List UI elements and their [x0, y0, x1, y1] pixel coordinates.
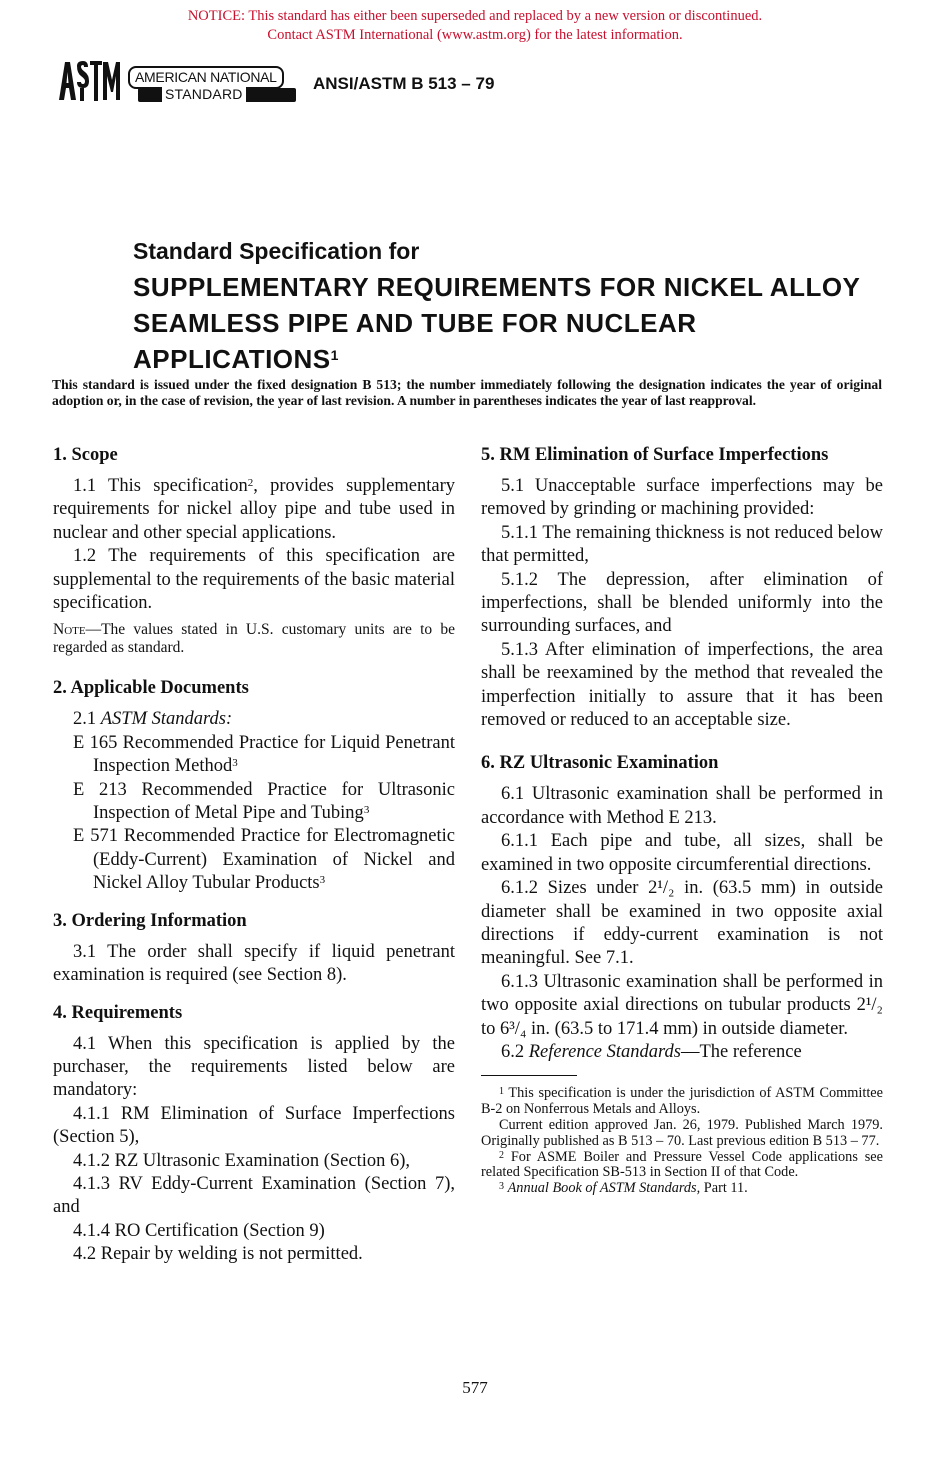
paragraph-5-1: 5.1 Unacceptable surface imperfections may be removed by grinding or machining provided:: [481, 476, 883, 520]
paragraph-6-2-num: 6.2: [501, 1041, 525, 1062]
footnote-divider: [481, 1075, 577, 1076]
section-heading-requirements: 4. Requirements: [53, 1002, 183, 1023]
reference-e571: [53, 825, 455, 895]
badge-bottom-label: STANDARD: [162, 85, 246, 104]
paragraph-6-2-text: —The reference: [681, 1041, 802, 1062]
standard-designation: ANSI/ASTM B 513 – 79: [313, 74, 495, 93]
notice-line-2: Contact ASTM International (www.astm.org) for the latest information.: [267, 27, 683, 43]
badge-top-label: AMERICAN NATIONAL: [128, 66, 284, 89]
paragraph-2-1-title: ASTM Standards:: [100, 709, 233, 730]
footnote-ref-2: 2: [247, 477, 254, 489]
paragraph-6-1-2: 6.1.2 Sizes under 2¹/₂ in. (63.5 mm) in outside diameter shall be examined in two opposite axial directions if eddy-current examination is not meaningful. See 7.1.: [481, 878, 883, 969]
note: [53, 621, 455, 657]
section-heading-rm-elimination: 5. RM Elimination of Surface Imperfections: [481, 445, 829, 465]
paragraph-4-1: 4.1 When this specification is applied by the purchaser, the requirements listed below are mandatory:: [53, 1033, 455, 1101]
notice-line-1: NOTICE: This standard has either been superseded and replaced by a new version or discontinued.: [187, 8, 763, 24]
paragraph-6-1: 6.1 Ultrasonic examination shall be performed in accordance with Method E 213.: [481, 784, 883, 828]
paragraph-2-1: [53, 708, 455, 731]
title-block: [133, 236, 903, 377]
astm-logo: [57, 58, 121, 102]
paragraph-1-1-b: , provides supplementary requirements for nickel alloy pipe and tube used in nuclear and other special applications.: [53, 476, 455, 543]
footnote-mark: 1: [499, 1086, 504, 1098]
paragraph-1-1-a: 1.1 This specification: [73, 476, 248, 496]
footnote-text: For ASME Boiler and Pressure Vessel Code applications see related Specification SB-513 in Section II of that Code.: [481, 1148, 883, 1181]
footnote-text: Current edition approved Jan. 26, 1979. Published March 1979. Originally published as B 513 – 70. Last previous edition B 513 – 77.: [481, 1116, 883, 1149]
paragraph-6-1-1: 6.1.1 Each pipe and tube, all sizes, shall be examined in two opposite circumferential directions.: [481, 831, 883, 875]
paragraph-4-1-3: 4.1.3 RV Eddy-Current Examination (Section 7), and: [53, 1173, 455, 1218]
paragraph-5-1-2: 5.1.2 The depression, after elimination of imperfections, shall be blended uniformly into the surrounding surfaces, and: [481, 569, 883, 637]
paragraph-4-1-2: 4.1.2 RZ Ultrasonic Examination (Section 6),: [73, 1150, 411, 1171]
paragraph-1-2: 1.2 The requirements of this specification are supplemental to the requirements of the basic material specification.: [53, 546, 455, 614]
paragraph-4-1-4: 4.1.4 RO Certification (Section 9): [73, 1220, 325, 1241]
paragraph-5-1-3: 5.1.3 After elimination of imperfections, the area shall be reexamined by the method that revealed the imperfection initially to assure that it has been removed or reduced to an acceptable size.: [481, 639, 883, 731]
section-heading-scope: 1. Scope: [53, 445, 118, 465]
footnote-1: [481, 1086, 883, 1118]
page-number: 577: [462, 1378, 488, 1397]
footnote-mark: 2: [499, 1149, 504, 1161]
paragraph-4-2: 4.2 Repair by welding is not permitted.: [73, 1244, 363, 1265]
supersession-notice: [0, 7, 950, 45]
document-title: [133, 269, 893, 377]
note-text: —The values stated in U.S. customary units are to be regarded as standard.: [53, 621, 455, 657]
issued-note: This standard is issued under the fixed designation B 513; the number immediately following the designation indicates the year of original adoption or, in the case of revision, the year of last revision. A number in parentheses indicates the year of last reapproval.: [52, 377, 882, 408]
reference-text: E 165 Recommended Practice for Liquid Penetrant Inspection Method: [73, 732, 455, 777]
section-heading-ordering-information: 3. Ordering Information: [53, 910, 247, 931]
paragraph-4-1-1: 4.1.1 RM Elimination of Surface Imperfections (Section 5),: [53, 1103, 455, 1148]
section-heading-applicable-documents: 2. Applicable Documents: [53, 678, 249, 699]
footnote-3: [481, 1181, 883, 1197]
reference-e165: [53, 732, 455, 779]
title-prefix: Standard Specification for: [133, 238, 420, 264]
paragraph-6-2-title: Reference Standards: [528, 1041, 681, 1062]
note-label: Note: [53, 621, 86, 639]
footnote-ref-3: 3: [319, 874, 326, 887]
footnote-text: Part 11.: [703, 1180, 748, 1197]
title-footnote-mark: 1: [330, 347, 339, 363]
paragraph-2-1-num: 2.1: [73, 709, 97, 730]
paragraph-6-1-3: 6.1.3 Ultrasonic examination shall be performed in two opposite axial directions on tubular products 2¹/₂ to 6³/₄ in. (63.5 to 171.4 mm) in outside diameter.: [481, 971, 883, 1039]
paragraph-5-1-1: 5.1.1 The remaining thickness is not reduced below that permitted,: [481, 522, 883, 567]
footnote-mark: 3: [499, 1181, 504, 1193]
paragraph-1-1: [53, 475, 455, 545]
paragraph-3-1: 3.1 The order shall specify if liquid penetrant examination is required (see Section 8).: [53, 941, 455, 986]
right-column: [481, 444, 883, 1197]
footnote-ref-3: 3: [363, 804, 370, 817]
title-text: SUPPLEMENTARY REQUIREMENTS FOR NICKEL ALLOY SEAMLESS PIPE AND TUBE FOR NUCLEAR APPLICATIONS: [133, 272, 860, 374]
footnote-1-continued: [481, 1118, 883, 1150]
footnote-2: [481, 1150, 883, 1182]
reference-e213: [53, 779, 455, 826]
paragraph-6-2: [481, 1041, 883, 1064]
american-national-standard-badge: [128, 66, 298, 106]
footnote-text: This specification is under the jurisdiction of ASTM Committee B-2 on Nonferrous Metals and Alloys.: [481, 1085, 883, 1118]
reference-text: E 213 Recommended Practice for Ultrasonic Inspection of Metal Pipe and Tubing: [73, 779, 455, 824]
reference-text: E 571 Recommended Practice for Electromagnetic (Eddy-Current) Examination of Nickel and Nickel Alloy Tubular Products: [73, 826, 455, 894]
section-heading-rz-ultrasonic: 6. RZ Ultrasonic Examination: [481, 753, 719, 774]
astm-logo-glyphs: [59, 61, 120, 101]
footnote-italic: Annual Book of ASTM Standards,: [507, 1180, 701, 1197]
left-column: [53, 444, 455, 1267]
footnote-ref-3: 3: [232, 757, 238, 770]
